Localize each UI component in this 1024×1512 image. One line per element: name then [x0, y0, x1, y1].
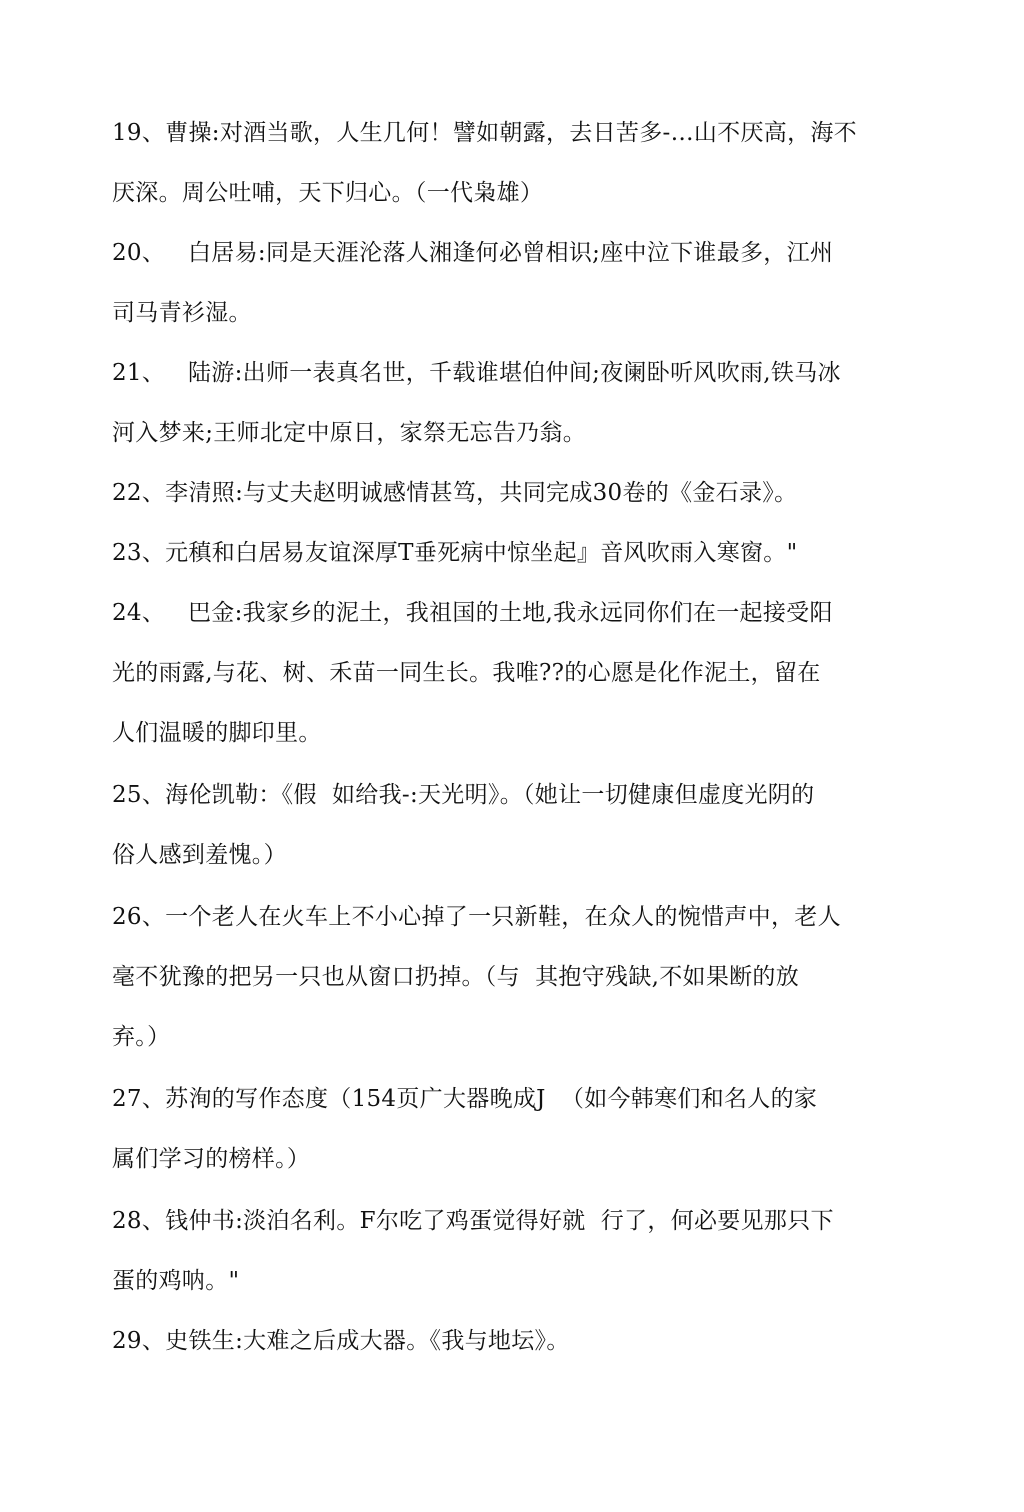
text-line: 24、 巴金:我家乡的泥土，我祖国的土地,我永远同你们在一起接受阳 [112, 600, 833, 626]
text-line: 弃。） [112, 1024, 171, 1050]
text-line: 28、钱仲书:淡泊名利。F尔吃了鸡蛋觉得好就 行了，何必要见那只下 [112, 1208, 834, 1234]
text-line: 20、 白居易:同是天涯沦落人湘逢何必曾相识;座中泣下谁最多，江州 [112, 240, 834, 266]
text-line: 属们学习的榜样。） [112, 1146, 311, 1172]
text-line: 25、海伦凯勒：《假 如给我-:天光明》。（她让一切健康但虚度光阴的 [112, 782, 815, 808]
text-line: 22、李清照:与丈夫赵明诚感情甚笃，共同完成30卷的《金石录》。 [112, 480, 798, 506]
text-line: 厌深。周公吐哺，天下归心。（一代枭雄） [112, 180, 544, 206]
text-line: 29、史铁生:大难之后成大器。《我与地坛》。 [112, 1328, 570, 1354]
text-line: 19、曹操:对酒当歌，人生几何！譬如朝露，去日苦多-…山不厌高，海不 [112, 120, 857, 146]
text-line: 蛋的鸡呐。" [112, 1268, 240, 1294]
text-line: 27、苏洵的写作态度（154页广大器晚成J （如今韩寒们和名人的家 [112, 1086, 818, 1112]
text-line: 人们温暖的脚印里。 [112, 720, 322, 746]
text-line: 光的雨露,与花、树、禾苗一同生长。我唯??的心愿是化作泥土，留在 [112, 660, 821, 686]
text-line: 河入梦来;王师北定中原日，家祭无忘告乃翁。 [112, 420, 587, 446]
text-line: 21、 陆游:出师一表真名世，千载谁堪伯仲间;夜阑卧听风吹雨,铁马冰 [112, 360, 841, 386]
text-line: 26、一个老人在火车上不小心掉了一只新鞋，在众人的惋惜声中，老人 [112, 904, 841, 930]
text-line: 毫不犹豫的把另一只也从窗口扔掉。（与 其抱守残缺,不如果断的放 [112, 964, 800, 990]
text-line: 俗人感到羞愧。） [112, 842, 287, 868]
text-line: 司马青衫湿。 [112, 300, 252, 326]
text-line: 23、元稹和白居易友谊深厚T垂死病中惊坐起』音风吹雨入寒窗。" [112, 540, 798, 566]
